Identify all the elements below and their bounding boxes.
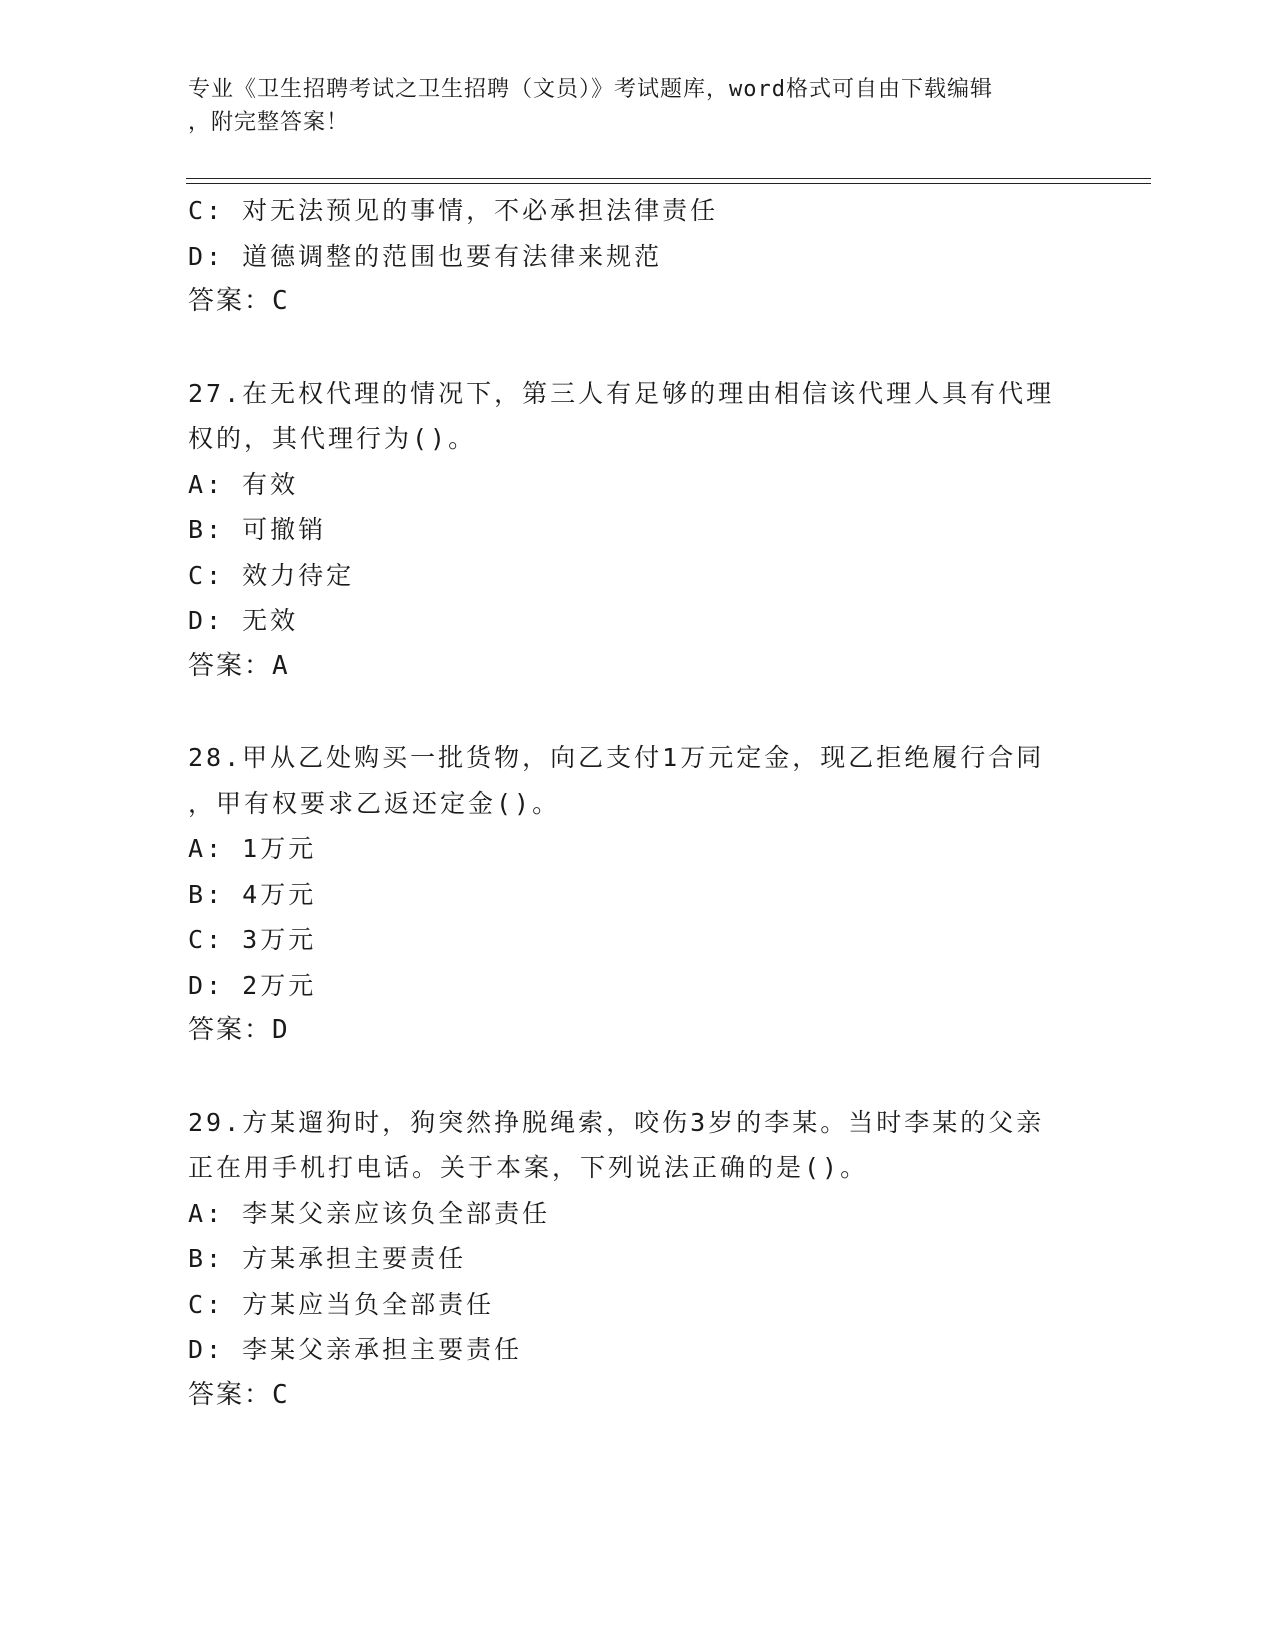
header-rule-top (186, 178, 1151, 179)
header-line-2: ，附完整答案！ (188, 110, 350, 135)
option-a: A: 李某父亲应该负全部责任 (188, 1198, 551, 1228)
question-28 (188, 735, 1088, 1054)
option-b: B: 4万元 (188, 879, 317, 909)
spacer (188, 1054, 1088, 1100)
option-d: D: 2万元 (188, 970, 317, 1000)
answer-line: 答案：D (188, 1015, 290, 1045)
question-text-line: 29.方某遛狗时，狗突然挣脱绳索，咬伤3岁的李某。当时李某的父亲 (188, 1107, 1045, 1137)
header-line-1: 专业《卫生招聘考试之卫生招聘（文员）》考试题库，word格式可自由下载编辑 (188, 77, 993, 102)
answer-line: 答案：A (188, 650, 290, 681)
question-text-line: ，甲有权要求乙返还定金()。 (188, 788, 561, 818)
option-c: C: 效力待定 (188, 560, 355, 590)
option-d: D: 道德调整的范围也要有法律来规范 (188, 241, 663, 271)
answer-line: 答案：C (188, 1379, 290, 1410)
document-header (188, 73, 1088, 139)
option-b: B: 方某承担主要责任 (188, 1244, 467, 1273)
answer-line: 答案：C (188, 286, 290, 316)
option-d: D: 李某父亲承担主要责任 (188, 1335, 523, 1364)
option-a: A: 有效 (188, 469, 299, 499)
option-c: C: 方某应当负全部责任 (188, 1289, 495, 1319)
option-c: C: 对无法预见的事情，不必承担法律责任 (188, 196, 719, 225)
question-27 (188, 371, 1088, 690)
option-a: A: 1万元 (188, 834, 317, 863)
question-29 (188, 1100, 1088, 1419)
question-text-line: 正在用手机打电话。关于本案，下列说法正确的是()。 (188, 1153, 869, 1182)
question-text-line: 28.甲从乙处购买一批货物，向乙支付1万元定金，现乙拒绝履行合同 (188, 743, 1045, 772)
option-b: B: 可撤销 (188, 515, 327, 544)
question-text-line: 权的，其代理行为()。 (188, 424, 477, 453)
question-text-line: 27.在无权代理的情况下，第三人有足够的理由相信该代理人具有代理 (188, 378, 1055, 408)
option-d: D: 无效 (188, 606, 299, 635)
option-c: C: 3万元 (188, 925, 317, 954)
header-rule-bottom (186, 183, 1151, 184)
carryover-block (188, 188, 1088, 325)
spacer (188, 689, 1088, 735)
spacer (188, 325, 1088, 371)
question-content (188, 188, 1088, 1418)
